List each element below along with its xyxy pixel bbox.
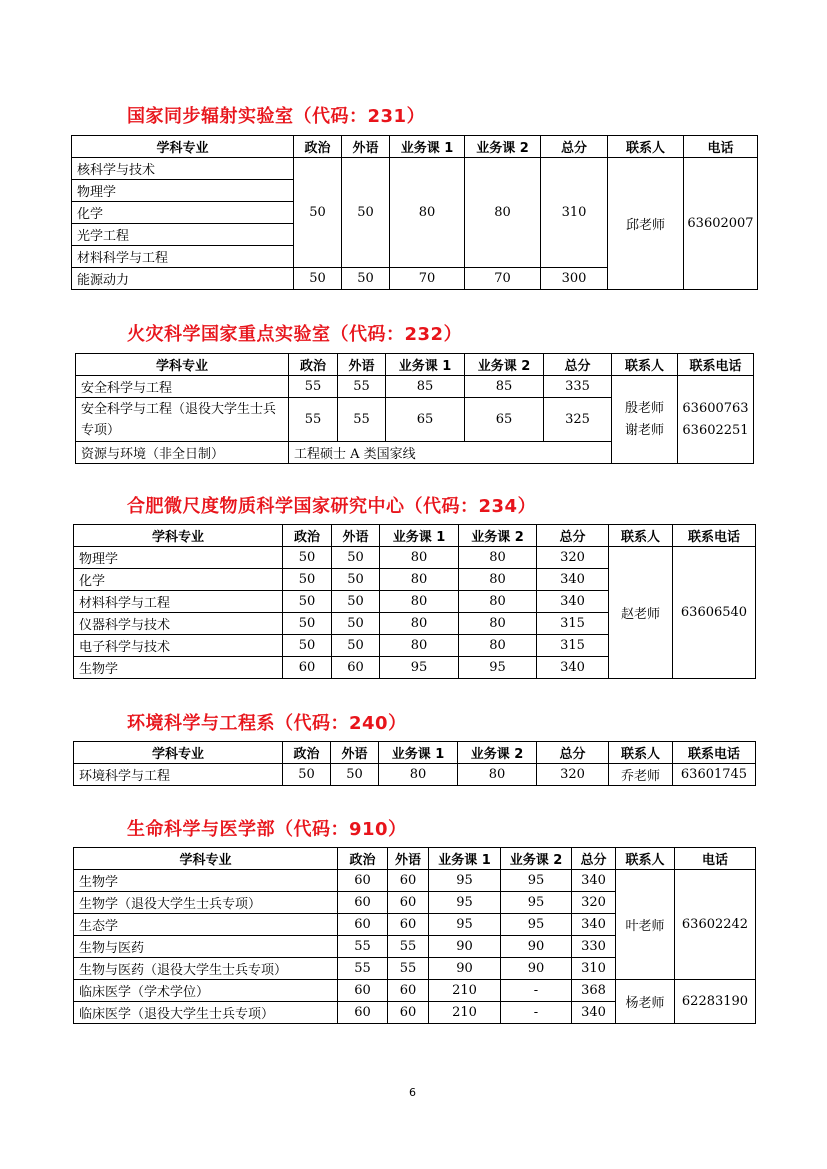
score-course1: 65	[386, 398, 465, 442]
major-name: 仪器科学与技术	[74, 613, 283, 635]
header-contact: 联系人	[616, 848, 675, 870]
header-contact: 联系人	[609, 525, 673, 547]
table-240	[73, 741, 756, 786]
major-name: 材料科学与工程	[74, 591, 283, 613]
score-politics: 50	[283, 591, 332, 613]
score-course2: 80	[459, 613, 537, 635]
score-politics: 55	[289, 398, 338, 442]
header-phone: 联系电话	[673, 742, 756, 764]
header-phone: 电话	[684, 136, 758, 158]
score-total: 340	[537, 569, 609, 591]
contact-person: 邱老师	[608, 158, 684, 290]
header-phone: 电话	[675, 848, 756, 870]
score-course1: 80	[380, 635, 459, 657]
table-row	[72, 158, 758, 180]
major-name: 安全科学与工程（退役大学生士兵专项）	[76, 398, 289, 442]
score-course2: 80	[459, 547, 537, 569]
table-231	[71, 135, 758, 290]
score-total: 340	[572, 1002, 616, 1024]
score-total: 325	[544, 398, 612, 442]
score-total: 340	[537, 591, 609, 613]
major-name: 生物学	[74, 870, 338, 892]
score-course1: 80	[379, 764, 458, 786]
contact-name-1: 殷老师	[624, 400, 664, 416]
header-course2: 业务课 2	[458, 742, 537, 764]
header-language: 外语	[388, 848, 429, 870]
major-name: 物理学	[72, 180, 294, 202]
score-total: 315	[537, 635, 609, 657]
header-language: 外语	[332, 525, 380, 547]
major-name: 环境科学与工程	[74, 764, 283, 786]
section-title-240: 环境科学与工程系（代码：240）	[127, 713, 407, 734]
phone-1: 63600763	[682, 400, 749, 416]
score-language: 55	[338, 398, 386, 442]
score-language: 60	[388, 870, 429, 892]
header-total: 总分	[541, 136, 608, 158]
header-course1: 业务课 1	[380, 525, 459, 547]
section-title-910: 生命科学与医学部（代码：910）	[127, 819, 407, 840]
score-language: 50	[332, 547, 380, 569]
header-course2: 业务课 2	[465, 136, 541, 158]
score-politics: 50	[283, 613, 332, 635]
contact-phone	[678, 376, 754, 464]
score-note: 工程硕士 A 类国家线	[289, 442, 612, 464]
header-total: 总分	[544, 354, 612, 376]
score-language: 55	[388, 936, 429, 958]
score-course2: 80	[459, 569, 537, 591]
score-course2: 90	[501, 958, 572, 980]
major-name: 临床医学（退役大学生士兵专项）	[74, 1002, 338, 1024]
score-course2: 90	[501, 936, 572, 958]
header-phone: 联系电话	[678, 354, 754, 376]
contact-phone: 62283190	[675, 980, 756, 1024]
score-course1: 80	[380, 591, 459, 613]
header-contact: 联系人	[612, 354, 678, 376]
score-politics: 50	[283, 569, 332, 591]
score-course1: 95	[429, 914, 501, 936]
score-politics: 55	[338, 936, 388, 958]
header-course1: 业务课 1	[390, 136, 465, 158]
header-major: 学科专业	[76, 354, 289, 376]
contact-phone: 63601745	[673, 764, 756, 786]
score-course1: 70	[390, 268, 465, 290]
score-total: 368	[572, 980, 616, 1002]
header-politics: 政治	[294, 136, 342, 158]
contact-person	[612, 376, 678, 464]
score-language: 50	[342, 158, 390, 268]
major-name: 光学工程	[72, 224, 294, 246]
score-course1: 90	[429, 958, 501, 980]
score-total: 340	[537, 657, 609, 679]
score-course1: 80	[380, 613, 459, 635]
score-politics: 50	[283, 547, 332, 569]
score-total: 320	[537, 764, 609, 786]
score-course1: 80	[380, 569, 459, 591]
header-phone: 联系电话	[673, 525, 756, 547]
phone-2: 63602251	[682, 422, 749, 438]
contact-person: 杨老师	[616, 980, 675, 1024]
score-language: 55	[388, 958, 429, 980]
score-politics: 50	[283, 764, 331, 786]
score-course2: 80	[459, 635, 537, 657]
score-total: 330	[572, 936, 616, 958]
header-language: 外语	[342, 136, 390, 158]
score-course2: 65	[465, 398, 544, 442]
header-politics: 政治	[289, 354, 338, 376]
header-major: 学科专业	[72, 136, 294, 158]
table-234	[73, 524, 756, 679]
score-politics: 50	[283, 635, 332, 657]
score-course1: 210	[429, 1002, 501, 1024]
score-language: 60	[332, 657, 380, 679]
section-title-234: 合肥微尺度物质科学国家研究中心（代码：234）	[127, 496, 537, 517]
contact-phone: 63606540	[673, 547, 756, 679]
score-course1: 85	[386, 376, 465, 398]
header-contact: 联系人	[608, 136, 684, 158]
major-name: 物理学	[74, 547, 283, 569]
major-name: 电子科学与技术	[74, 635, 283, 657]
contact-phone: 63602007	[684, 158, 758, 290]
score-total: 335	[544, 376, 612, 398]
score-course1: 80	[380, 547, 459, 569]
score-total: 300	[541, 268, 608, 290]
score-politics: 60	[338, 870, 388, 892]
score-total: 340	[572, 870, 616, 892]
score-course1: 90	[429, 936, 501, 958]
section-title-231: 国家同步辐射实验室（代码：231）	[127, 106, 426, 127]
score-language: 60	[388, 1002, 429, 1024]
header-politics: 政治	[338, 848, 388, 870]
major-name: 核科学与技术	[72, 158, 294, 180]
major-name: 资源与环境（非全日制）	[76, 442, 289, 464]
table-header	[76, 354, 754, 376]
score-total: 310	[541, 158, 608, 268]
score-course1: 80	[390, 158, 465, 268]
score-language: 50	[332, 569, 380, 591]
contact-name-2: 谢老师	[624, 422, 664, 438]
table-row	[74, 547, 756, 569]
score-course2: 80	[458, 764, 537, 786]
score-politics: 50	[294, 158, 342, 268]
header-language: 外语	[331, 742, 379, 764]
score-language: 55	[338, 376, 386, 398]
score-language: 50	[342, 268, 390, 290]
contact-phone: 63602242	[675, 870, 756, 980]
score-politics: 60	[338, 1002, 388, 1024]
score-course2: -	[501, 1002, 572, 1024]
table-910	[73, 847, 756, 1024]
score-politics: 55	[338, 958, 388, 980]
table-row	[74, 980, 756, 1002]
score-language: 50	[332, 613, 380, 635]
major-name: 生物学（退役大学生士兵专项）	[74, 892, 338, 914]
major-name: 临床医学（学术学位）	[74, 980, 338, 1002]
major-name: 化学	[72, 202, 294, 224]
header-total: 总分	[572, 848, 616, 870]
header-politics: 政治	[283, 742, 331, 764]
score-language: 60	[388, 892, 429, 914]
header-total: 总分	[537, 742, 609, 764]
major-name: 生物与医药（退役大学生士兵专项）	[74, 958, 338, 980]
header-course2: 业务课 2	[459, 525, 537, 547]
score-course2: 95	[501, 870, 572, 892]
table-header	[74, 848, 756, 870]
header-course1: 业务课 1	[429, 848, 501, 870]
score-language: 50	[332, 635, 380, 657]
score-language: 60	[388, 980, 429, 1002]
contact-person: 叶老师	[616, 870, 675, 980]
table-header	[74, 742, 756, 764]
header-course2: 业务课 2	[465, 354, 544, 376]
table-row	[74, 764, 756, 786]
major-name: 生物与医药	[74, 936, 338, 958]
major-name: 生态学	[74, 914, 338, 936]
score-course2: 95	[501, 914, 572, 936]
score-politics: 60	[338, 980, 388, 1002]
major-name: 安全科学与工程	[76, 376, 289, 398]
score-total: 310	[572, 958, 616, 980]
header-major: 学科专业	[74, 525, 283, 547]
header-major: 学科专业	[74, 848, 338, 870]
major-name: 能源动力	[72, 268, 294, 290]
score-total: 315	[537, 613, 609, 635]
score-course2: 80	[465, 158, 541, 268]
header-contact: 联系人	[609, 742, 673, 764]
table-232	[75, 353, 754, 464]
score-language: 50	[332, 591, 380, 613]
table-header	[74, 525, 756, 547]
score-course2: 95	[501, 892, 572, 914]
table-row	[76, 376, 754, 398]
score-course1: 95	[380, 657, 459, 679]
score-course1: 95	[429, 870, 501, 892]
score-language: 50	[331, 764, 379, 786]
major-name: 化学	[74, 569, 283, 591]
score-course2: 95	[459, 657, 537, 679]
score-total: 320	[537, 547, 609, 569]
major-name: 生物学	[74, 657, 283, 679]
header-major: 学科专业	[74, 742, 283, 764]
header-course2: 业务课 2	[501, 848, 572, 870]
score-politics: 60	[283, 657, 332, 679]
page-number: 6	[409, 1086, 416, 1099]
header-course1: 业务课 1	[379, 742, 458, 764]
contact-person: 赵老师	[609, 547, 673, 679]
score-course1: 210	[429, 980, 501, 1002]
score-language: 60	[388, 914, 429, 936]
score-politics: 50	[294, 268, 342, 290]
table-header	[72, 136, 758, 158]
score-course2: 85	[465, 376, 544, 398]
score-total: 340	[572, 914, 616, 936]
header-total: 总分	[537, 525, 609, 547]
score-course2: 80	[459, 591, 537, 613]
score-total: 320	[572, 892, 616, 914]
header-language: 外语	[338, 354, 386, 376]
contact-person: 乔老师	[609, 764, 673, 786]
score-course2: 70	[465, 268, 541, 290]
score-course1: 95	[429, 892, 501, 914]
score-politics: 60	[338, 914, 388, 936]
major-name: 材料科学与工程	[72, 246, 294, 268]
section-title-232: 火灾科学国家重点实验室（代码：232）	[127, 324, 463, 345]
header-politics: 政治	[283, 525, 332, 547]
score-politics: 55	[289, 376, 338, 398]
score-course2: -	[501, 980, 572, 1002]
table-row	[74, 870, 756, 892]
score-politics: 60	[338, 892, 388, 914]
header-course1: 业务课 1	[386, 354, 465, 376]
